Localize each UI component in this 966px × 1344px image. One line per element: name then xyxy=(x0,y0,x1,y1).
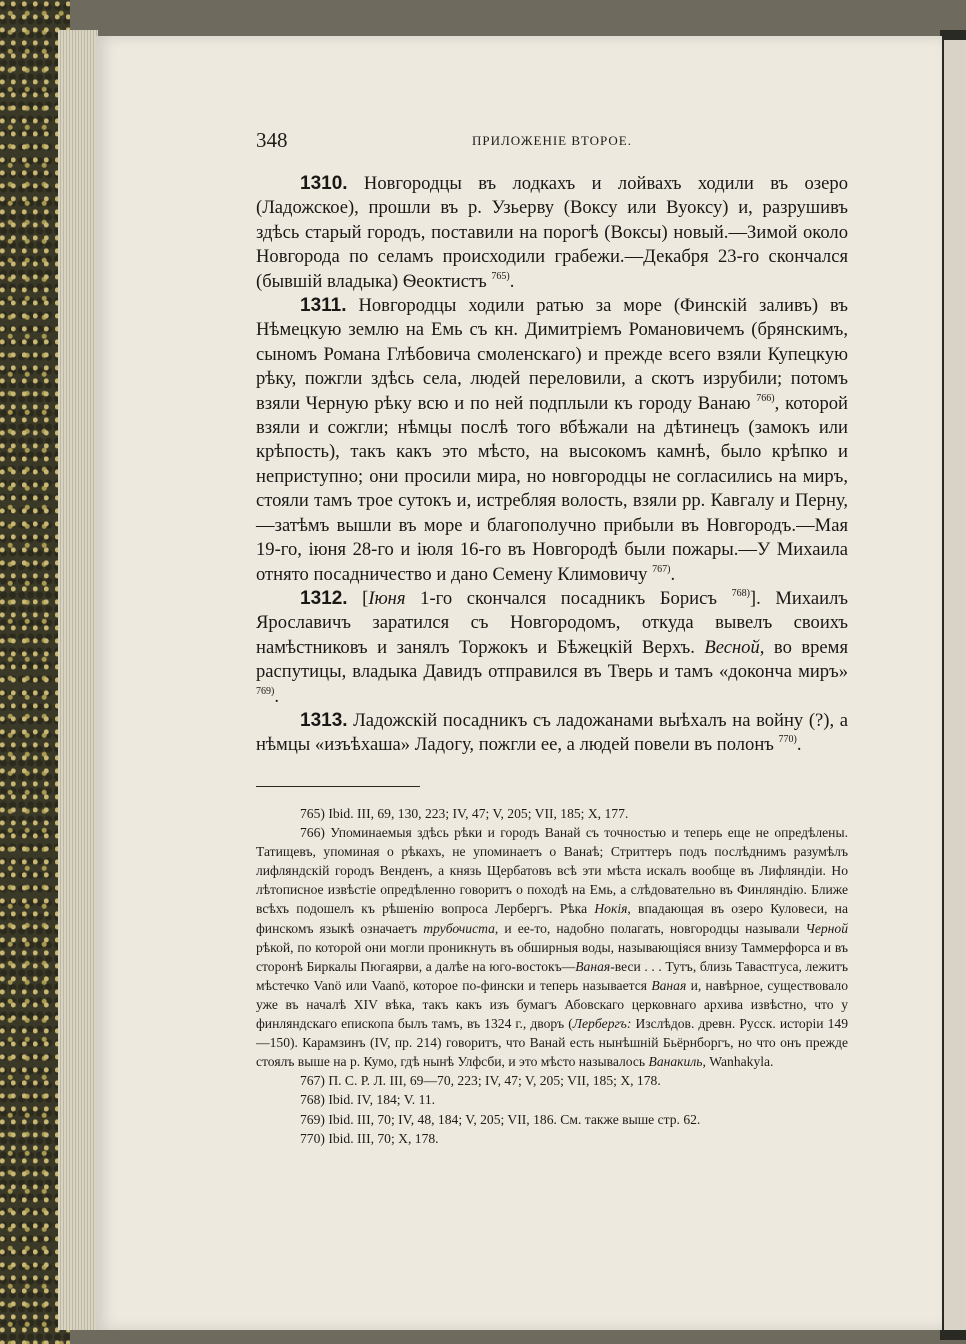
footnote-767: 767) П. С. Р. Л. III, 69—70, 223; IV, 47; V, 205; VII, 185; X, 178. xyxy=(300,1073,661,1089)
entry-1310: 1310. Новгородцы въ лодкахъ и лойвахъ ходили въ озеро (Ладожское), прошли въ р. Узьерву (Воксу или Вуоксу) и, разрушивъ здѣсь старый городъ, поставили на порогѣ (Воксы) новый.—Зимой около Новгорода по селамъ происходили грабежи.—Декабря 23-го скончался (бывшій владыка) Ѳеоктистъ $^{765)}$. xyxy=(256,173,848,292)
footnote-770: 770) Ibid. III, 70; X, 178. xyxy=(300,1130,439,1146)
entry-year: 1312. xyxy=(300,587,348,609)
footnote-ref: 768) xyxy=(731,587,750,599)
entry-1312: 1312. [Іюня 1-го скончался посадникъ Борисъ $^{768)}$]. Михаилъ Ярославичъ заратился съ Новгородомъ, откуда вывелъ своихъ намѣстниковъ и занялъ Торжокъ и Бѣжецкій Верхъ. Весной, во время распутицы, владыка Давидъ отправился въ Тверь и тамъ «доконча миръ» $^{769)}$. xyxy=(256,587,848,707)
chronicle-text xyxy=(256,172,848,758)
entry-year: 1313. xyxy=(300,709,348,731)
entry-1313: 1313. Ладожскій посадникъ съ ладожанами выѣхалъ на войну (?), а нѣмцы «изъѣхаша» Ладогу, пожгли ее, а людей повели въ полонъ $^{770)}$. xyxy=(256,709,848,756)
footnote-ref: 767) xyxy=(652,563,671,575)
footnote-765: 765) Ibid. III, 69, 130, 223; IV, 47; V, 205; VII, 185; X, 177. xyxy=(300,806,629,821)
entry-year: 1311. xyxy=(300,295,347,317)
entry-year: 1310. xyxy=(300,173,348,194)
entry-1311: 1311. Новгородцы ходили ратью за море (Финскій заливъ) въ Нѣмецкую землю на Емь съ кн. Димитріемъ Романовичемъ (брянскимъ, сыномъ Романа Глѣбовича смоленскаго) и прежде всего взяли Купецкую рѣку, пожгли здѣсь села, людей переловили, а скотъ изрубили; потомъ взяли Черную рѣку всю и по ней подплыли къ городу Ванаю $^{766)}$, которой взяли и сожгли; нѣмцы послѣ того вбѣжали на дѣтинецъ (замокъ или крѣпость), такъ какъ это мѣсто, на высокомъ камнѣ, было крѣпко и неприступно; они просили мира, но новгородцы не согласились на миръ, стояли тамъ трое сутокъ и, истребляя волость, взяли рр. Кавгалу и Перну,—затѣмъ вышли въ море и благополучно прибыли въ Новгородъ.—Мая 19-го, іюня 28-го и іюля 16-го въ Новгородѣ были пожары.—У Михаила отнято посадничество и дано Семену Климовичу $^{767)}$. xyxy=(256,295,848,585)
footnote-768: 768) Ibid. IV, 184; V. 11. xyxy=(300,1092,436,1108)
footnote-ref: 769) xyxy=(256,685,275,697)
running-title: ПРИЛОЖЕНІЕ ВТОРОЕ. xyxy=(471,133,632,148)
page-stack-edge xyxy=(58,30,98,1330)
footnote-766: 766) Упоминаемыя здѣсь рѣки и городъ Ванай съ точностью и теперь еще не опредѣлены. Татищевъ, упоминая о рѣкахъ, не упоминаетъ о Ванаѣ; Стриттеръ подъ послѣднимъ разумѣлъ лифляндскій городъ Венденъ, а князь Щербатовъ всѣ эти мѣста искалъ вообще въ Лифляндіи. Но лѣтописное извѣстіе опредѣленно говоритъ о походѣ на Емь, а слѣдовательно въ Финляндію. Ближе всѣхъ подошелъ къ рѣшенію вопроса Лербергъ. Рѣка Нокія, впадающая въ озеро Куловеси, на финскомъ языкѣ означаетъ трубочиста, и ее-то, надобно полагать, новгородцы называли Черной рѣкой, по которой они могли проникнуть въ обширныя воды, называющіяся внизу Таммерфорса и въ сторонѣ Биркалы Пюгаярви, а далѣе на юго-востокъ—Ваная-веси . . . Тутъ, близь Тавастгуса, лежитъ мѣстечко Vanö или Vaanö, которое по-фински и теперь называется Ваная и, навѣрное, существовало уже въ началѣ XIV вѣка, такъ какъ изъ бумагъ Абовскаго церковнаго архива извѣстно, что у финляндскаго епископа былъ тамъ, въ 1324 г., дворъ (Лербергъ: Изслѣдов. древн. Русск. исторіи 149—150). Карамзинъ (IV, пр. 214) говоритъ, что Ванай есть нынѣшній Бьёрнборгъ, но что онъ прежде стоялъ выше на р. Кумо, гдѣ нынѣ Улфсби, и это мѣсто называлось Ванакиль, Wanhakyla. xyxy=(256,825,848,1070)
page-header xyxy=(256,128,848,154)
footnote-ref: 765) xyxy=(491,270,510,282)
footnote-divider xyxy=(256,786,420,787)
facing-page-sliver xyxy=(944,40,966,1330)
footnote-ref: 770) xyxy=(778,734,797,746)
footnote-769: 769) Ibid. III, 70; IV, 48, 184; V, 205; VII, 186. См. также выше стр. 62. xyxy=(300,1111,701,1127)
footnote-ref: 766) xyxy=(756,392,775,404)
page-number: 348 xyxy=(256,128,288,152)
footnotes xyxy=(256,804,848,1148)
